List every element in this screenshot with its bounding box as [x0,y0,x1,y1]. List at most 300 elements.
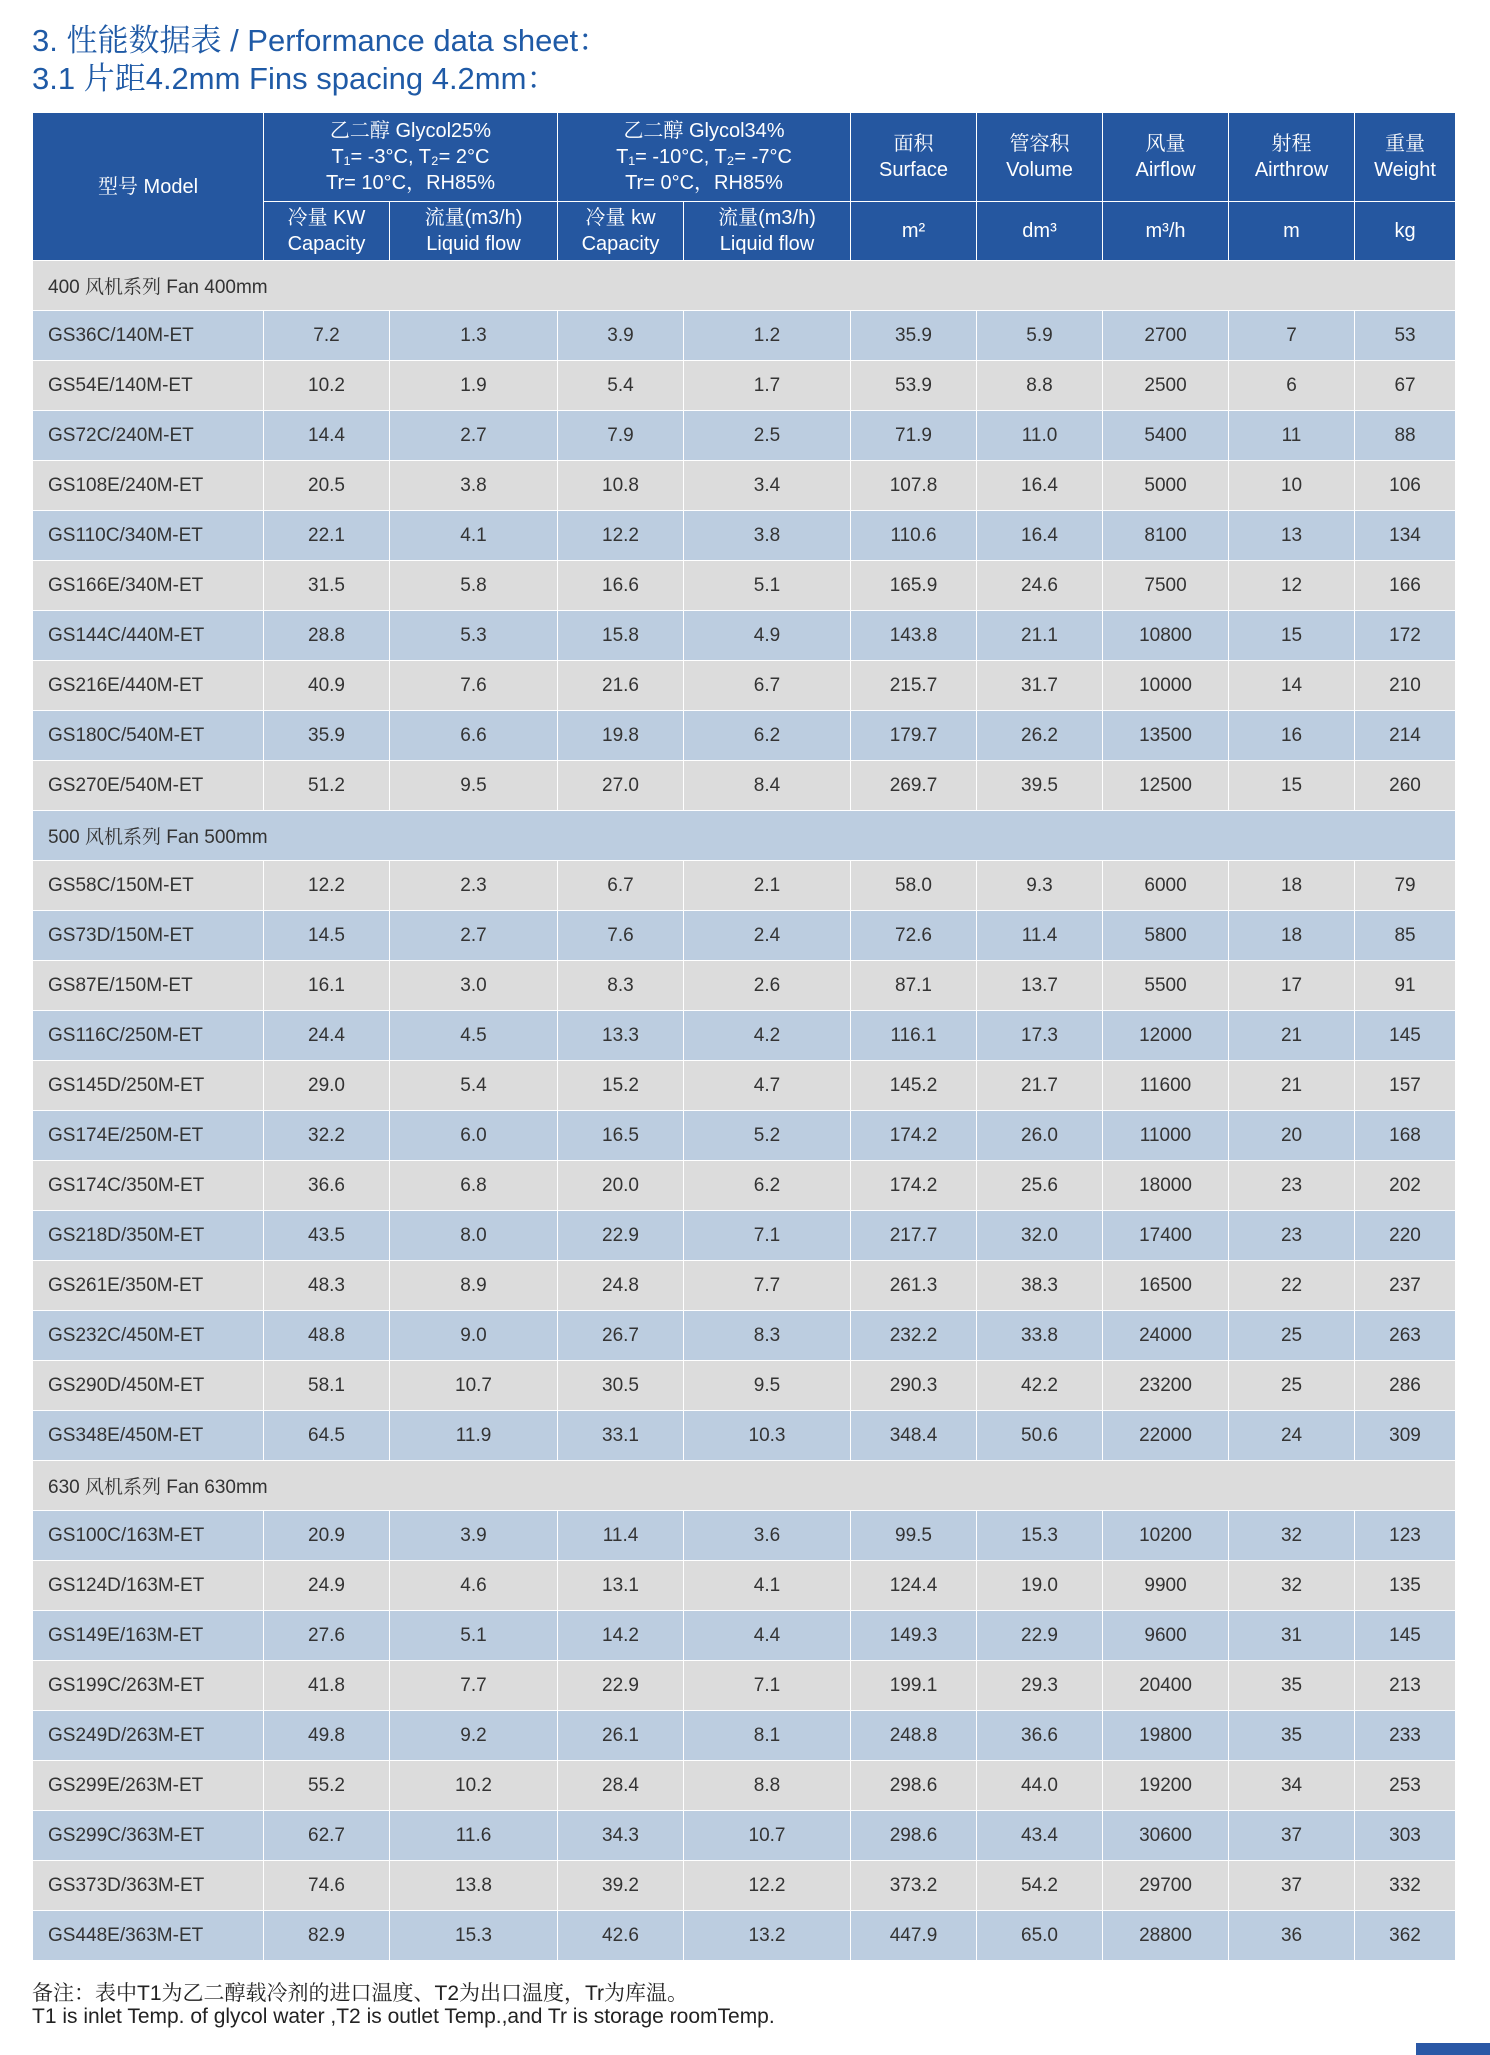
table-cell: 14.4 [264,411,390,461]
table-row [33,961,1456,1011]
table-cell: 135 [1355,1561,1456,1611]
table-cell: 174.2 [851,1161,977,1211]
table-cell: 145.2 [851,1061,977,1111]
table-cell: 12 [1229,561,1355,611]
table-row [33,1361,1456,1411]
table-cell: 6000 [1103,861,1229,911]
table-cell: 7500 [1103,561,1229,611]
table-cell: 29700 [1103,1861,1229,1911]
model-cell: GS299E/263M-ET [33,1761,264,1811]
table-cell: 51.2 [264,761,390,811]
table-cell: 9.5 [390,761,558,811]
table-cell: 36 [1229,1911,1355,1961]
table-cell: 10200 [1103,1511,1229,1561]
table-row [33,1511,1456,1561]
header-capacity-34 [558,202,684,261]
table-cell: 15 [1229,761,1355,811]
table-cell: 9.3 [977,861,1103,911]
table-cell: 286 [1355,1361,1456,1411]
section-row [33,1461,1456,1511]
header-volume-cn: 管容积 [1009,133,1070,155]
model-cell: GS174E/250M-ET [33,1111,264,1161]
table-cell: 9600 [1103,1611,1229,1661]
table-cell: 116.1 [851,1011,977,1061]
table-row [33,1111,1456,1161]
table-cell: 82.9 [264,1911,390,1961]
table-cell: 4.6 [390,1561,558,1611]
table-cell: 11.6 [390,1811,558,1861]
table-cell: 15.3 [977,1511,1103,1561]
table-cell: 37 [1229,1861,1355,1911]
table-cell: 16500 [1103,1261,1229,1311]
table-cell: 213 [1355,1661,1456,1711]
table-cell: 12.2 [684,1861,851,1911]
table-row [33,361,1456,411]
table-cell: 10800 [1103,611,1229,661]
table-cell: 6.7 [558,861,684,911]
table-cell: 447.9 [851,1911,977,1961]
model-cell: GS174C/350M-ET [33,1161,264,1211]
table-cell: 32.2 [264,1111,390,1161]
table-cell: 72.6 [851,911,977,961]
table-cell: 202 [1355,1161,1456,1211]
header-airthrow-cn: 射程 [1271,133,1312,155]
header-surface-en: Surface [879,159,948,181]
table-cell: 12000 [1103,1011,1229,1061]
table-cell: 42.6 [558,1911,684,1961]
model-cell: GS232C/450M-ET [33,1311,264,1361]
model-cell: GS116C/250M-ET [33,1011,264,1061]
table-cell: 8.1 [684,1711,851,1761]
table-cell: 11.0 [977,411,1103,461]
table-cell: 174.2 [851,1111,977,1161]
header-weight [1355,113,1456,202]
table-cell: 49.8 [264,1711,390,1761]
header-glycol25-line1: 乙二醇 Glycol25% [329,120,492,142]
table-cell: 172 [1355,611,1456,661]
table-cell: 32 [1229,1511,1355,1561]
table-cell: 3.9 [558,311,684,361]
header-liquid-flow-34-en: Liquid flow [719,233,815,255]
section-label: 630 风机系列 Fan 630mm [33,1461,1456,1511]
table-cell: 2.7 [390,411,558,461]
table-cell: 21.7 [977,1061,1103,1111]
table-cell: 15 [1229,611,1355,661]
table-cell: 1.9 [390,361,558,411]
header-airthrow-en: Airthrow [1254,159,1329,181]
table-cell: 10.7 [684,1811,851,1861]
table-cell: 2500 [1103,361,1229,411]
corner-accent [1416,2043,1490,2055]
table-cell: 16 [1229,711,1355,761]
table-row [33,1411,1456,1461]
table-cell: 99.5 [851,1511,977,1561]
model-cell: GS180C/540M-ET [33,711,264,761]
table-cell: 7.1 [684,1661,851,1711]
table-cell: 14 [1229,661,1355,711]
table-cell: 7.2 [264,311,390,361]
table-cell: 44.0 [977,1761,1103,1811]
table-cell: 48.8 [264,1311,390,1361]
table-row [33,511,1456,561]
header-airflow-en: Airflow [1135,159,1196,181]
table-cell: 24000 [1103,1311,1229,1361]
table-cell: 157 [1355,1061,1456,1111]
table-row [33,1711,1456,1761]
table-row [33,1911,1456,1961]
table-cell: 88 [1355,411,1456,461]
table-cell: 20.9 [264,1511,390,1561]
table-cell: 16.1 [264,961,390,1011]
table-cell: 261.3 [851,1261,977,1311]
table-cell: 220 [1355,1211,1456,1261]
table-cell: 14.5 [264,911,390,961]
table-cell: 5.1 [684,561,851,611]
section-label: 400 风机系列 Fan 400mm [33,261,1456,311]
table-cell: 53 [1355,311,1456,361]
table-row [33,1161,1456,1211]
table-cell: 31 [1229,1611,1355,1661]
model-cell: GS73D/150M-ET [33,911,264,961]
table-cell: 16.4 [977,461,1103,511]
table-cell: 248.8 [851,1711,977,1761]
table-cell: 13.8 [390,1861,558,1911]
model-cell: GS249D/263M-ET [33,1711,264,1761]
table-cell: 18 [1229,861,1355,911]
table-cell: 22.9 [558,1211,684,1261]
table-cell: 14.2 [558,1611,684,1661]
table-cell: 348.4 [851,1411,977,1461]
page-title: 3. 性能数据表 / Performance data sheet： [32,23,610,58]
table-cell: 55.2 [264,1761,390,1811]
table-cell: 9900 [1103,1561,1229,1611]
table-row [33,661,1456,711]
table-cell: 33.1 [558,1411,684,1461]
table-cell: 2.7 [390,911,558,961]
table-cell: 4.5 [390,1011,558,1061]
header-capacity-25 [264,202,390,261]
table-cell: 1.2 [684,311,851,361]
header-capacity-34-en: Capacity [581,233,660,255]
table-cell: 124.4 [851,1561,977,1611]
table-cell: 24.9 [264,1561,390,1611]
header-airflow-cn: 风量 [1145,133,1186,155]
table-cell: 20 [1229,1111,1355,1161]
header-airthrow [1229,113,1355,202]
table-cell: 179.7 [851,711,977,761]
footnote-chinese: 备注：表中T1为乙二醇载冷剂的进口温度、T2为出口温度，Tr为库温。 [32,1982,689,2005]
table-cell: 71.9 [851,411,977,461]
table-cell: 79 [1355,861,1456,911]
table-row [33,1761,1456,1811]
table-cell: 7.1 [684,1211,851,1261]
table-cell: 17 [1229,961,1355,1011]
table-cell: 10.2 [390,1761,558,1811]
table-cell: 106 [1355,461,1456,511]
table-row [33,861,1456,911]
table-cell: 32.0 [977,1211,1103,1261]
table-cell: 5.4 [558,361,684,411]
table-row [33,1061,1456,1111]
table-cell: 21 [1229,1011,1355,1061]
table-cell: 199.1 [851,1661,977,1711]
table-cell: 4.9 [684,611,851,661]
table-cell: 36.6 [264,1161,390,1211]
table-row [33,1011,1456,1061]
table-cell: 13.7 [977,961,1103,1011]
table-cell: 41.8 [264,1661,390,1711]
table-cell: 50.6 [977,1411,1103,1461]
table-cell: 7.7 [390,1661,558,1711]
table-cell: 16.6 [558,561,684,611]
table-cell: 237 [1355,1261,1456,1311]
table-cell: 12.2 [558,511,684,561]
table-cell: 15.2 [558,1061,684,1111]
table-cell: 20.5 [264,461,390,511]
table-cell: 309 [1355,1411,1456,1461]
model-cell: GS110C/340M-ET [33,511,264,561]
table-cell: 145 [1355,1611,1456,1661]
table-cell: 3.8 [684,511,851,561]
table-cell: 19.0 [977,1561,1103,1611]
table-cell: 18000 [1103,1161,1229,1211]
table-cell: 10 [1229,461,1355,511]
table-cell: 6.0 [390,1111,558,1161]
model-cell: GS58C/150M-ET [33,861,264,911]
table-cell: 5.3 [390,611,558,661]
model-cell: GS270E/540M-ET [33,761,264,811]
page-subtitle: 3.1 片距4.2mm Fins spacing 4.2mm： [32,61,558,96]
table-cell: 39.5 [977,761,1103,811]
table-cell: 25 [1229,1361,1355,1411]
table-cell: 43.5 [264,1211,390,1261]
table-cell: 2700 [1103,311,1229,361]
table-cell: 39.2 [558,1861,684,1911]
table-cell: 10.2 [264,361,390,411]
table-cell: 8.8 [977,361,1103,411]
table-cell: 7.9 [558,411,684,461]
table-cell: 11600 [1103,1061,1229,1111]
model-cell: GS87E/150M-ET [33,961,264,1011]
table-cell: 4.1 [684,1561,851,1611]
table-cell: 10000 [1103,661,1229,711]
table-cell: 11.4 [558,1511,684,1561]
section-row [33,261,1456,311]
table-cell: 54.2 [977,1861,1103,1911]
header-capacity-25-cn: 冷量 KW [287,207,366,229]
table-cell: 34.3 [558,1811,684,1861]
model-cell: GS373D/363M-ET [33,1861,264,1911]
table-cell: 13 [1229,511,1355,561]
unit-surface: m² [851,202,977,261]
table-cell: 10.8 [558,461,684,511]
table-cell: 3.9 [390,1511,558,1561]
table-cell: 362 [1355,1911,1456,1961]
table-cell: 373.2 [851,1861,977,1911]
table-cell: 27.6 [264,1611,390,1661]
table-cell: 145 [1355,1011,1456,1061]
header-capacity-34-cn: 冷量 kw [585,207,656,229]
table-cell: 4.1 [390,511,558,561]
table-cell: 332 [1355,1861,1456,1911]
model-cell: GS145D/250M-ET [33,1061,264,1111]
table-cell: 210 [1355,661,1456,711]
table-cell: 298.6 [851,1811,977,1861]
table-cell: 42.2 [977,1361,1103,1411]
table-cell: 11.9 [390,1411,558,1461]
table-cell: 58.1 [264,1361,390,1411]
table-cell: 40.9 [264,661,390,711]
table-row [33,711,1456,761]
section-row [33,811,1456,861]
table-cell: 6.8 [390,1161,558,1211]
performance-table [32,112,1456,1961]
header-liquid-flow-25 [390,202,558,261]
table-cell: 19800 [1103,1711,1229,1761]
table-cell: 28800 [1103,1911,1229,1961]
table-row [33,1861,1456,1911]
header-model: 型号 Model [33,113,264,261]
table-cell: 4.2 [684,1011,851,1061]
table-cell: 215.7 [851,661,977,711]
table-cell: 2.4 [684,911,851,961]
table-cell: 34 [1229,1761,1355,1811]
table-cell: 17.3 [977,1011,1103,1061]
header-surface [851,113,977,202]
table-cell: 7.6 [390,661,558,711]
table-cell: 26.2 [977,711,1103,761]
table-cell: 1.3 [390,311,558,361]
table-cell: 8.8 [684,1761,851,1811]
header-liquid-flow-34-cn: 流量(m3/h) [718,207,816,229]
table-cell: 6.6 [390,711,558,761]
header-glycol25 [264,113,558,202]
model-cell: GS348E/450M-ET [33,1411,264,1461]
table-cell: 233 [1355,1711,1456,1761]
table-cell: 29.3 [977,1661,1103,1711]
table-cell: 31.7 [977,661,1103,711]
header-glycol34 [558,113,851,202]
table-cell: 22.1 [264,511,390,561]
table-row [33,311,1456,361]
table-cell: 58.0 [851,861,977,911]
header-capacity-25-en: Capacity [287,233,366,255]
table-cell: 8.0 [390,1211,558,1261]
table-cell: 64.5 [264,1411,390,1461]
section-label: 500 风机系列 Fan 500mm [33,811,1456,861]
model-cell: GS199C/263M-ET [33,1661,264,1711]
header-liquid-flow-25-en: Liquid flow [426,233,521,255]
table-cell: 8100 [1103,511,1229,561]
table-row [33,561,1456,611]
table-cell: 16.5 [558,1111,684,1161]
table-cell: 16.4 [977,511,1103,561]
table-cell: 20400 [1103,1661,1229,1711]
table-cell: 5.1 [390,1611,558,1661]
header-glycol25-line3: Tr= 10°C，RH85% [326,172,495,194]
table-cell: 35 [1229,1661,1355,1711]
table-cell: 253 [1355,1761,1456,1811]
header-glycol25-line2: T₁= -3°C, T₂= 2°C [331,146,490,168]
model-cell: GS290D/450M-ET [33,1361,264,1411]
header-airflow [1103,113,1229,202]
table-cell: 1.7 [684,361,851,411]
table-cell: 2.1 [684,861,851,911]
table-cell: 35 [1229,1711,1355,1761]
table-cell: 15.8 [558,611,684,661]
table-cell: 25 [1229,1311,1355,1361]
table-cell: 5.8 [390,561,558,611]
table-cell: 10.3 [684,1411,851,1461]
table-cell: 134 [1355,511,1456,561]
table-cell: 149.3 [851,1611,977,1661]
table-body [33,261,1456,1961]
table-cell: 35.9 [264,711,390,761]
model-cell: GS100C/163M-ET [33,1511,264,1561]
header-surface-cn: 面积 [893,133,934,155]
model-cell: GS216E/440M-ET [33,661,264,711]
table-cell: 43.4 [977,1811,1103,1861]
table-cell: 25.6 [977,1161,1103,1211]
table-cell: 13500 [1103,711,1229,761]
table-cell: 19200 [1103,1761,1229,1811]
table-cell: 11000 [1103,1111,1229,1161]
header-liquid-flow-34 [684,202,851,261]
header-volume [977,113,1103,202]
table-cell: 5.2 [684,1111,851,1161]
table-cell: 26.1 [558,1711,684,1761]
table-cell: 6 [1229,361,1355,411]
table-cell: 26.7 [558,1311,684,1361]
table-row [33,461,1456,511]
table-cell: 53.9 [851,361,977,411]
table-cell: 24.6 [977,561,1103,611]
table-cell: 260 [1355,761,1456,811]
table-cell: 30600 [1103,1811,1229,1861]
table-cell: 2.3 [390,861,558,911]
header-glycol34-line3: Tr= 0°C，RH85% [625,172,783,194]
table-cell: 22.9 [558,1661,684,1711]
table-cell: 8.3 [684,1311,851,1361]
table-cell: 5800 [1103,911,1229,961]
table-cell: 3.8 [390,461,558,511]
table-cell: 107.8 [851,461,977,511]
table-cell: 11 [1229,411,1355,461]
model-cell: GS218D/350M-ET [33,1211,264,1261]
table-cell: 298.6 [851,1761,977,1811]
table-cell: 263 [1355,1311,1456,1361]
table-cell: 74.6 [264,1861,390,1911]
table-cell: 5000 [1103,461,1229,511]
model-cell: GS144C/440M-ET [33,611,264,661]
table-cell: 9.0 [390,1311,558,1361]
table-cell: 166 [1355,561,1456,611]
model-cell: GS54E/140M-ET [33,361,264,411]
table-cell: 232.2 [851,1311,977,1361]
header-glycol34-line1: 乙二醇 Glycol34% [623,120,785,142]
model-cell: GS448E/363M-ET [33,1911,264,1961]
table-cell: 29.0 [264,1061,390,1111]
table-cell: 269.7 [851,761,977,811]
table-cell: 30.5 [558,1361,684,1411]
table-row [33,1261,1456,1311]
table-cell: 214 [1355,711,1456,761]
table-cell: 36.6 [977,1711,1103,1761]
table-cell: 7.7 [684,1261,851,1311]
table-cell: 65.0 [977,1911,1103,1961]
table-cell: 48.3 [264,1261,390,1311]
table-cell: 12.2 [264,861,390,911]
